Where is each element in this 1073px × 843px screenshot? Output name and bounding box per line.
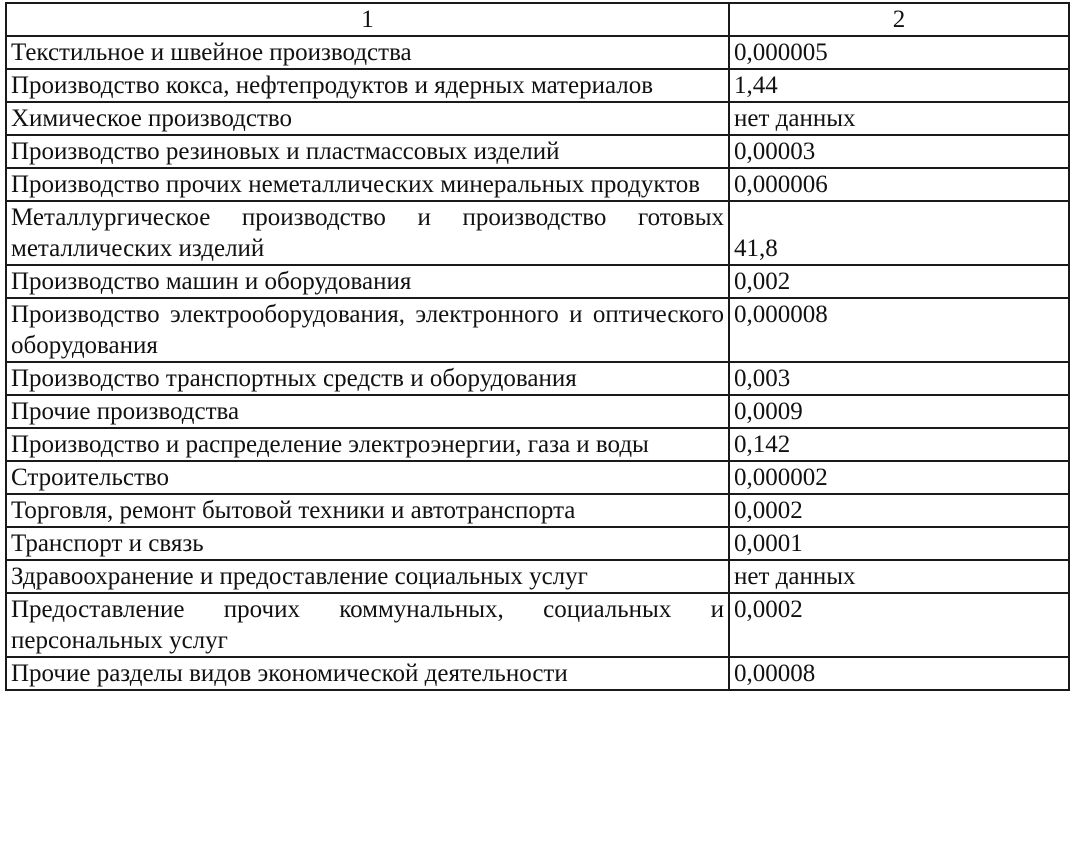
row-value: 0,000005 — [729, 36, 1069, 69]
row-name: Производство машин и оборудования — [6, 265, 729, 298]
row-value: 41,8 — [729, 201, 1069, 265]
table-row — [6, 428, 1069, 461]
row-name: Металлургическое производство и производство готовых металлических изделий — [6, 201, 729, 265]
row-value: 0,0009 — [729, 395, 1069, 428]
row-value: 0,0002 — [729, 593, 1069, 657]
column-header-2: 2 — [729, 3, 1069, 36]
table-row — [6, 494, 1069, 527]
row-value: 0,0002 — [729, 494, 1069, 527]
row-value: 0,003 — [729, 362, 1069, 395]
table-row — [6, 527, 1069, 560]
row-name: Прочие производства — [6, 395, 729, 428]
row-name: Производство и распределение электроэнергии, газа и воды — [6, 428, 729, 461]
table-row — [6, 265, 1069, 298]
row-value: 0,00008 — [729, 657, 1069, 690]
row-name: Химическое производство — [6, 102, 729, 135]
row-value: 0,0001 — [729, 527, 1069, 560]
row-name: Строительство — [6, 461, 729, 494]
table-row — [6, 560, 1069, 593]
table-row — [6, 362, 1069, 395]
row-value: 0,000002 — [729, 461, 1069, 494]
row-name: Торговля, ремонт бытовой техники и автотранспорта — [6, 494, 729, 527]
table-row — [6, 461, 1069, 494]
row-name: Текстильное и швейное производства — [6, 36, 729, 69]
row-value: нет данных — [729, 102, 1069, 135]
table-row — [6, 168, 1069, 201]
table-header-row — [6, 3, 1069, 36]
row-value: 0,142 — [729, 428, 1069, 461]
row-value: нет данных — [729, 560, 1069, 593]
row-name: Прочие разделы видов экономической деятельности — [6, 657, 729, 690]
row-value: 0,00003 — [729, 135, 1069, 168]
data-table — [5, 2, 1070, 691]
table-row — [6, 657, 1069, 690]
table-row — [6, 36, 1069, 69]
row-name: Предоставление прочих коммунальных, социальных и персональных услуг — [6, 593, 729, 657]
table-row — [6, 395, 1069, 428]
row-name: Производство кокса, нефтепродуктов и ядерных материалов — [6, 69, 729, 102]
row-value: 0,000006 — [729, 168, 1069, 201]
table-row — [6, 102, 1069, 135]
row-name: Производство электрооборудования, электронного и оптического оборудования — [6, 298, 729, 362]
row-name: Производство транспортных средств и оборудования — [6, 362, 729, 395]
table-row — [6, 201, 1069, 265]
row-value: 0,000008 — [729, 298, 1069, 362]
row-value: 0,002 — [729, 265, 1069, 298]
table-row — [6, 69, 1069, 102]
row-name: Транспорт и связь — [6, 527, 729, 560]
row-name: Здравоохранение и предоставление социальных услуг — [6, 560, 729, 593]
column-header-1: 1 — [6, 3, 729, 36]
table-row — [6, 593, 1069, 657]
table-row — [6, 298, 1069, 362]
row-name: Производство прочих неметаллических минеральных продуктов — [6, 168, 729, 201]
table-row — [6, 135, 1069, 168]
row-name: Производство резиновых и пластмассовых изделий — [6, 135, 729, 168]
row-value: 1,44 — [729, 69, 1069, 102]
